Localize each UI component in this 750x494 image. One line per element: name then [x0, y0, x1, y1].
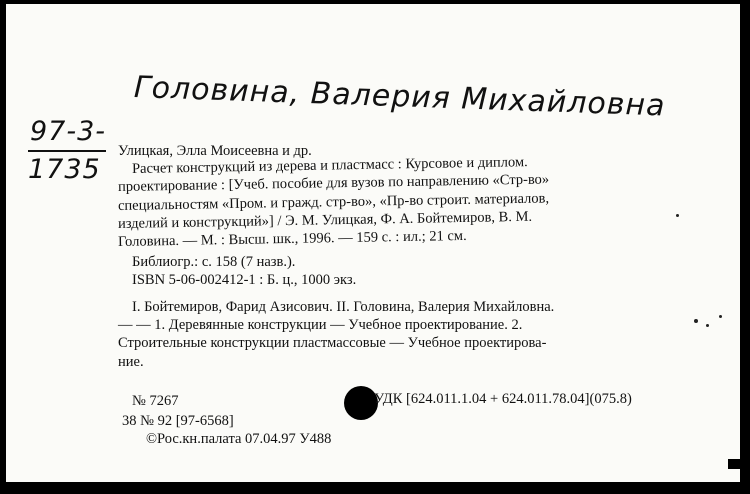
author-line: Улицкая, Элла Моисеевна и др.: [118, 143, 312, 159]
call-number-top: 97-3-: [30, 116, 107, 147]
handwritten-heading: Головина, Валерия Михайловна: [133, 70, 667, 124]
title-line-4: изделий и конструкций»] / Э. М. Улицкая, Ф. А. Бойтемиров, В. М.: [117, 208, 533, 232]
catalog-card: [6, 4, 740, 482]
speck: [694, 319, 698, 323]
call-number-bottom: 1735: [28, 154, 101, 185]
issue-line: 38 № 92 [97-6568]: [122, 413, 234, 429]
title-line-5: Головина. — М. : Высш. шк., 1996. — 159 с. : ил.; 21 см.: [117, 227, 467, 250]
title-line-3: специальностям «Пром. и гражд. стр-во», «Пр-во строит. материалов,: [117, 190, 550, 214]
speck: [719, 315, 722, 318]
footer-line: ©Рос.кн.палата 07.04.97 У488: [146, 431, 332, 447]
corner-mark: [728, 459, 740, 469]
isbn-line: ISBN 5-06-002412-1 : Б. ц., 1000 экз.: [132, 272, 357, 288]
title-line-1: Расчет конструкций из дерева и пластмасс : Курсовое и диплом.: [131, 154, 528, 177]
title-line-2: проектирование : [Учеб. пособие для вузов по направлению «Стр-во»: [117, 171, 550, 195]
subject-line-4: ние.: [118, 354, 144, 370]
ink-blot: [344, 386, 378, 420]
bibliography-line: Библиогр.: с. 158 (7 назв.).: [132, 254, 296, 270]
udk-line: УДК [624.011.1.04 + 624.011.78.04](075.8): [374, 391, 632, 407]
subject-line-2: — — 1. Деревянные конструкции — Учебное проектирование. 2.: [118, 317, 523, 333]
speck: [676, 214, 679, 217]
subject-line-1: I. Бойтемиров, Фарид Азисович. II. Головина, Валерия Михайловна.: [132, 299, 555, 315]
speck: [706, 324, 709, 327]
call-number-divider: [28, 150, 106, 152]
record-number: № 7267: [132, 393, 179, 409]
subject-line-3: Строительные конструкции пластмассовые — Учебное проектирова-: [118, 335, 547, 351]
